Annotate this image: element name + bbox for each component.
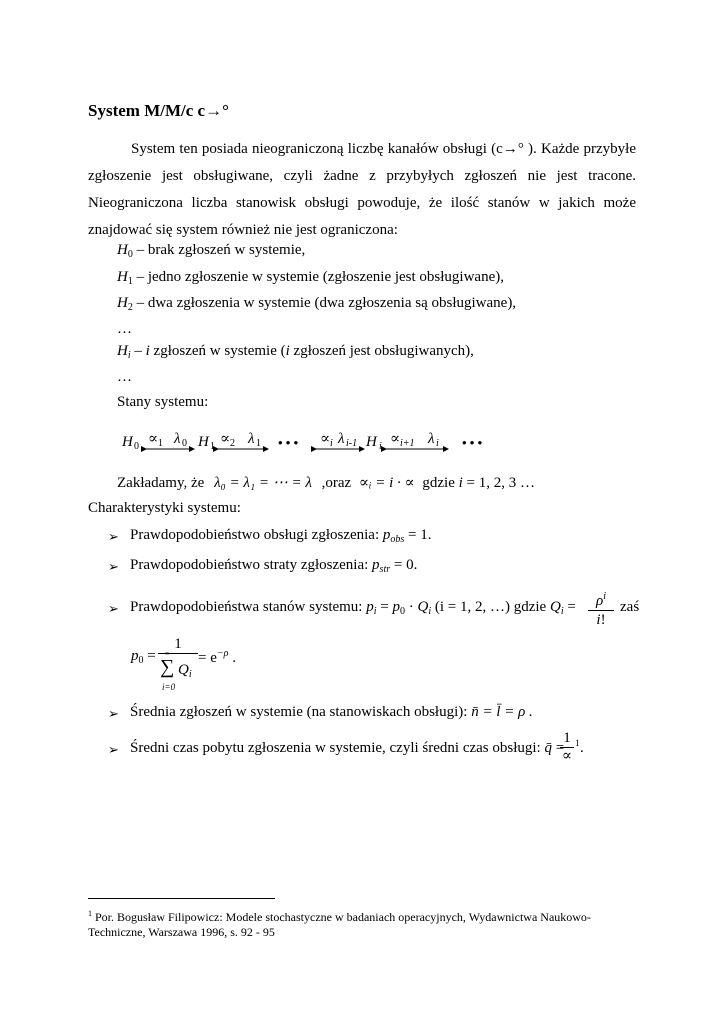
p0-rhs: = $e^{-\rho}$ .: [198, 648, 236, 666]
state-node-label: H: [122, 434, 133, 450]
state-h0: $H_0$ – brak zgłoszeń w systemie,: [117, 242, 306, 260]
rate-labels-hi-1-hi: [320, 431, 357, 449]
state-node-label: H: [198, 434, 209, 450]
footnote-divider: [88, 898, 275, 899]
intro-line: znajdować się system również nie jest ograniczona:: [88, 222, 398, 238]
svg-text:λ: λ: [174, 431, 181, 447]
intro-line: Nieograniczona liczba stanowisk obsługi powoduje, że ilość stanów w jakich może: [88, 195, 636, 211]
bullet-arrow-icon: ➢: [108, 742, 119, 757]
period: .: [580, 740, 584, 756]
footnote-ref: 1: [575, 738, 580, 748]
state-h2: $H_2$ – dwa zgłoszenia w systemie (dwa zgłoszenia są obsługiwane),: [117, 295, 517, 313]
svg-text:1: 1: [210, 441, 215, 452]
rate-labels-h0-h1: [148, 431, 187, 449]
loss-probability-item: Prawdopodobieństwo straty zgłoszenia: $p_{str} = 0$.: [130, 557, 418, 575]
bullet-arrow-icon: ➢: [108, 529, 119, 544]
svg-text:∝: ∝: [390, 431, 401, 447]
svg-text:i+1: i+1: [400, 438, 415, 449]
intro-line: System ten posiada nieograniczoną liczbę kanałów obsługi (c→° ). Każde przybyłe: [131, 141, 636, 157]
state-transition-diagram: [118, 425, 518, 457]
section-heading: System M/M/c c→°: [88, 101, 229, 120]
state-h1: $H_1$ – jedno zgłoszenie w systemie (zgłoszenie jest obsługiwane),: [117, 269, 504, 287]
zas-word: zaś: [620, 599, 640, 615]
svg-text:0: 0: [182, 438, 187, 449]
p0-fraction: 1 ∞ ∑ $Q_i$ i=0: [158, 635, 198, 694]
bullet-arrow-icon: ➢: [108, 559, 119, 574]
state-ellipsis: …: [117, 321, 132, 337]
svg-text:0: 0: [134, 441, 139, 452]
state-node-h0: [121, 434, 139, 452]
rate-labels-h1-h2: [220, 431, 261, 449]
mean-time-fraction: 1 ∝: [561, 730, 573, 764]
characteristics-label: Charakterystyki systemu:: [88, 500, 241, 516]
svg-text:λ: λ: [338, 431, 345, 447]
diagram-ellipsis: • • •: [462, 435, 483, 450]
states-label: Stany systemu:: [117, 394, 209, 410]
mean-time-item: Średni czas pobytu zgłoszenia w systemie, czyli średni czas obsługi: q̄ =: [130, 740, 565, 756]
svg-text:i: i: [330, 438, 333, 449]
svg-text:λ: λ: [248, 431, 255, 447]
svg-text:λ: λ: [428, 431, 435, 447]
assumption-line: Zakładamy, że λ₀ = λ₁ = ⋯ = λ ,oraz ∝ᵢ = i · ∝ gdzie i = 1, 2, 3 …: [117, 475, 536, 491]
svg-text:∝: ∝: [220, 431, 231, 447]
svg-text:i-1: i-1: [346, 438, 358, 449]
intro-line: zgłoszenie jest obsługiwane, czyli żadne z przybyłych zgłoszeń nie jest tracone.: [88, 168, 636, 184]
qi-fraction: $\rho^i$ i!: [588, 588, 614, 629]
bullet-arrow-icon: ➢: [108, 706, 119, 721]
svg-text:2: 2: [230, 438, 235, 449]
state-node-h1: [197, 434, 215, 452]
state-node-hi: [365, 434, 382, 452]
svg-text:∝: ∝: [320, 431, 331, 447]
intro-paragraph: [88, 136, 636, 244]
svg-text:1: 1: [256, 438, 261, 449]
diagram-ellipsis: • • •: [278, 435, 299, 450]
state-ellipsis: …: [117, 369, 132, 385]
svg-text:∝: ∝: [148, 431, 159, 447]
svg-text:1: 1: [158, 438, 163, 449]
footnote: $^1$ Por. Bogusław Filipowicz: Modele stochastyczne w badaniach operacyjnych, Wydawnictwa Naukowo- Techniczne, Warszawa 1996, s. 92 - 95: [88, 909, 591, 939]
bullet-arrow-icon: ➢: [108, 601, 119, 616]
alpha-formula: ∝ᵢ = i · ∝: [358, 475, 415, 491]
state-probabilities-item: Prawdopodobieństwa stanów systemu: $p_i = p_0 \cdot Q_i$ (i = 1, 2, …) gdzie $Q_i$ =: [130, 599, 576, 617]
state-hi: $H_i$ – i zgłoszeń w systemie (i zgłoszeń jest obsługiwanych),: [117, 343, 474, 361]
lambda-equality-formula: λ₀ = λ₁ = ⋯ = λ: [214, 475, 312, 491]
state-node-label: H: [366, 434, 377, 450]
svg-text:i: i: [379, 441, 382, 452]
svg-text:i: i: [436, 438, 439, 449]
mean-requests-item: Średnia zgłoszeń w systemie (na stanowiskach obsługi): n̄ = l̄ = ρ .: [130, 704, 533, 720]
service-probability-item: Prawdopodobieństwo obsługi zgłoszenia: $p_{obs} = 1$.: [130, 527, 432, 545]
p0-lhs: $p_0$ =: [131, 648, 156, 666]
rate-labels-hi-hi+1: [390, 431, 439, 449]
